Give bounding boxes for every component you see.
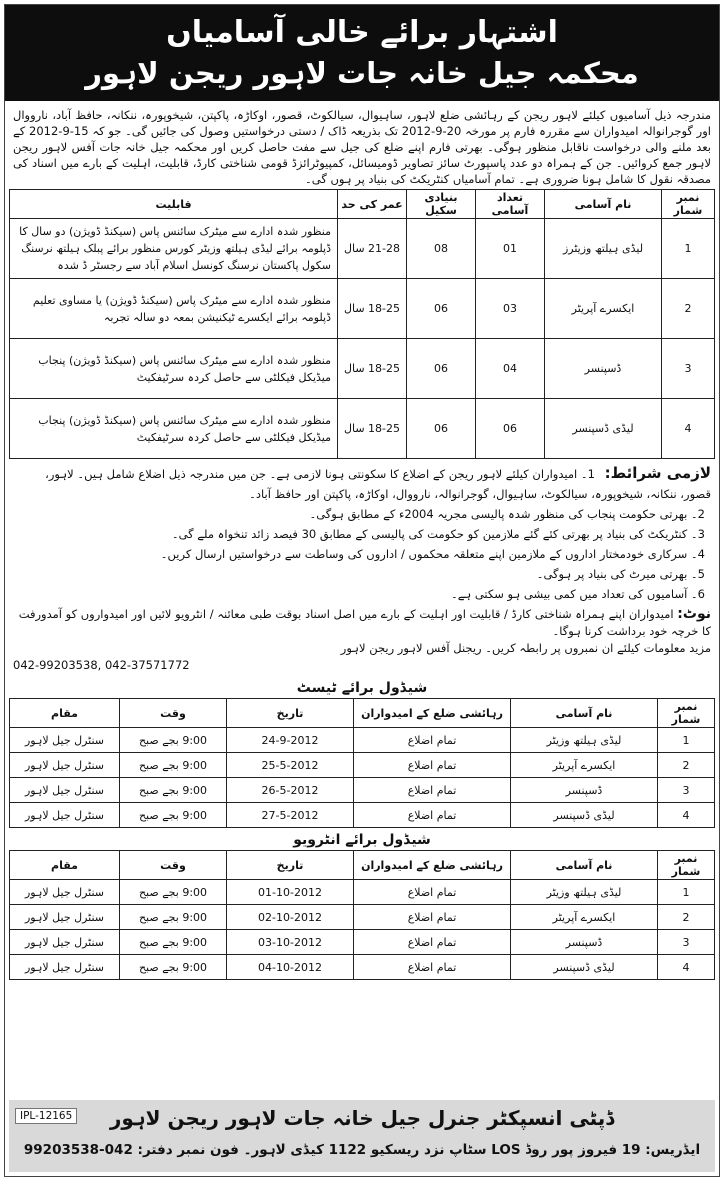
- row-date: 27-5-2012: [227, 803, 354, 828]
- header-banner: [5, 5, 719, 101]
- condition-item: 4۔ سرکاری خودمختار اداروں کے ملازمین اپنے متعلقہ محکموں / اداروں کی وساطت سے درخواستیں ارسال کریں۔: [160, 547, 705, 561]
- row-no: 2: [658, 905, 715, 930]
- row-time: 9:00 بجے صبح: [120, 905, 227, 930]
- row-post: لیڈی ہیلتھ وزیٹر: [511, 880, 658, 905]
- row-district: تمام اضلاع: [354, 728, 511, 753]
- row-district: تمام اضلاع: [354, 880, 511, 905]
- row-no: 4: [658, 955, 715, 980]
- col-header-scale: بنیادی سکیل: [407, 190, 476, 219]
- col-header-post: نام آسامی: [545, 190, 662, 219]
- row-no: 1: [658, 728, 715, 753]
- condition-item: 5۔ بھرتی میرٹ کی بنیاد پر ہوگی۔: [536, 567, 705, 581]
- advertisement-page: [4, 4, 720, 1177]
- row-count: 06: [476, 399, 545, 459]
- row-venue: سنٹرل جیل لاہور: [10, 930, 120, 955]
- row-count: 01: [476, 219, 545, 279]
- row-qualification: منظور شدہ ادارے سے میٹرک سائنس پاس (سیکنڈ ڈویژن) پنجاب میڈیکل فیکلٹی سے حاصل کردہ سرٹیفکیٹ: [10, 399, 338, 459]
- row-no: 3: [658, 778, 715, 803]
- row-scale: 06: [407, 399, 476, 459]
- row-no: 1: [658, 880, 715, 905]
- row-district: تمام اضلاع: [354, 905, 511, 930]
- table-row: [10, 930, 715, 955]
- row-date: 01-10-2012: [227, 880, 354, 905]
- row-district: تمام اضلاع: [354, 803, 511, 828]
- row-post: لیڈی ڈسپنسر: [511, 955, 658, 980]
- row-no: 2: [662, 279, 715, 339]
- col-header-post: نام آسامی: [511, 851, 658, 880]
- row-district: تمام اضلاع: [354, 753, 511, 778]
- row-post: ڈسپنسر: [511, 778, 658, 803]
- banner-title: اشتہار برائے خالی آسامیاں: [166, 15, 558, 50]
- row-time: 9:00 بجے صبح: [120, 930, 227, 955]
- row-date: 26-5-2012: [227, 778, 354, 803]
- row-post: لیڈی ہیلتھ وزیٹر: [511, 728, 658, 753]
- row-post: ایکسرے آپریٹر: [545, 279, 662, 339]
- table-row: [10, 803, 715, 828]
- more-info-text: مزید معلومات کیلئے ان نمبروں پر رابطہ کریں۔ ریجنل آفس لاہور ریجن لاہور: [340, 641, 711, 655]
- footer-block: [9, 1100, 715, 1172]
- row-post: لیڈی ڈسپنسر: [511, 803, 658, 828]
- row-date: 02-10-2012: [227, 905, 354, 930]
- intro-paragraph: مندرجہ ذیل آسامیوں کیلئے لاہور ریجن کے رہائشی ضلع لاہور، ساہیوال، سیالکوٹ، قصور، اوکاڑہ، پاکپتن، شیخوپورہ، ننکانہ، حافظ آباد، نارووال اور گوجرانوالہ امیدواران سے مقررہ فارم پر مورخہ 20-9-2012 تک بذریعہ ڈاک / دستی درخواستیں وصول کی جائیں گی۔ جو کہ 15-9-2012 کے بعد ملنے والی درخواست ناقابل منظور ہوگی۔ بھرتی فارم اپنے ضلع کی جیل سے مفت حاصل کریں اور محکمہ جیل خانہ جات آفس لاہور ریجن لاہور جمع کروائیں۔ جن کے ہمراہ دو عدد پاسپورٹ سائز تصاویر ڈومیسائل، کمپیوٹرائزڈ قومی شناختی کارڈ، قابلیت، اہلیت کے بارے میں اسناد کی مصدقہ نقول کا شامل ہونا ضروری ہے۔ تمام آسامیاں کنٹریکٹ کی بنیاد پر ہوں گی۔: [13, 108, 711, 186]
- row-age: 21-28 سال: [338, 219, 407, 279]
- row-age: 18-25 سال: [338, 339, 407, 399]
- row-scale: 06: [407, 279, 476, 339]
- col-header-qualification: قابلیت: [10, 190, 338, 219]
- table-row: [10, 279, 715, 339]
- row-no: 4: [658, 803, 715, 828]
- row-post: ڈسپنسر: [511, 930, 658, 955]
- row-post: لیڈی ڈسپنسر: [545, 399, 662, 459]
- row-district: تمام اضلاع: [354, 955, 511, 980]
- test-schedule-table: [9, 698, 715, 828]
- note-text: امیدواران اپنے ہمراہ شناختی کارڈ / قابلیت اور اہلیت کے بارے میں اصل اسناد بوقت طبی معائنہ / انٹرویو لائیں اور امیدواروں کو آمدورفت کا خرچہ خود برداشت کرنا ہوگا۔: [18, 607, 711, 638]
- row-date: 24-9-2012: [227, 728, 354, 753]
- row-venue: سنٹرل جیل لاہور: [10, 880, 120, 905]
- row-post: ڈسپنسر: [545, 339, 662, 399]
- col-header-age: عمر کی حد: [338, 190, 407, 219]
- contact-phones: 042-99203538, 042-37571772: [13, 658, 190, 672]
- row-count: 04: [476, 339, 545, 399]
- row-qualification: منظور شدہ ادارے سے میٹرک سائنس پاس (سیکنڈ ڈویژن) پنجاب میڈیکل فیکلٹی سے حاصل کردہ سرٹیفکیٹ: [10, 339, 338, 399]
- col-header-no: نمبر شمار: [658, 699, 715, 728]
- condition-item: 3۔ کنٹریکٹ کی بنیاد پر بھرتی کئے گئے ملازمین کو حکومت کی پالیسی کے مطابق 30 فیصد زائد تنخواہ ملے گی۔: [171, 527, 705, 541]
- table-row: [10, 905, 715, 930]
- table-row: [10, 728, 715, 753]
- table-row: [10, 955, 715, 980]
- table-row: [10, 219, 715, 279]
- row-venue: سنٹرل جیل لاہور: [10, 753, 120, 778]
- col-header-post: نام آسامی: [511, 699, 658, 728]
- row-age: 18-25 سال: [338, 279, 407, 339]
- row-venue: سنٹرل جیل لاہور: [10, 905, 120, 930]
- row-district: تمام اضلاع: [354, 930, 511, 955]
- col-header-venue: مقام: [10, 699, 120, 728]
- col-header-district: رہائشی ضلع کے امیدواران: [354, 699, 511, 728]
- row-no: 3: [662, 339, 715, 399]
- row-date: 03-10-2012: [227, 930, 354, 955]
- col-header-no: نمبر شمار: [658, 851, 715, 880]
- row-no: 3: [658, 930, 715, 955]
- row-time: 9:00 بجے صبح: [120, 778, 227, 803]
- test-schedule-title: شیڈول برائے ٹیسٹ: [296, 680, 428, 696]
- footer-title: ڈپٹی انسپکٹر جنرل جیل خانہ جات لاہور ریجن لاہور: [109, 1106, 615, 1130]
- row-post: لیڈی ہیلتھ وزیٹرز: [545, 219, 662, 279]
- col-header-date: تاریخ: [227, 851, 354, 880]
- row-venue: سنٹرل جیل لاہور: [10, 728, 120, 753]
- row-time: 9:00 بجے صبح: [120, 753, 227, 778]
- row-scale: 06: [407, 339, 476, 399]
- interview-schedule-title: شیڈول برائے انٹرویو: [293, 832, 431, 848]
- row-venue: سنٹرل جیل لاہور: [10, 803, 120, 828]
- col-header-no: نمبر شمار: [662, 190, 715, 219]
- banner-department: محکمہ جیل خانہ جات لاہور ریجن لاہور: [85, 56, 639, 90]
- row-district: تمام اضلاع: [354, 778, 511, 803]
- row-post: ایکسرے آپریٹر: [511, 905, 658, 930]
- row-date: 04-10-2012: [227, 955, 354, 980]
- row-post: ایکسرے آپریٹر: [511, 753, 658, 778]
- table-row: [10, 778, 715, 803]
- row-qualification: منظور شدہ ادارے سے میٹرک سائنس پاس (سیکنڈ ڈویژن) دو سال کا ڈپلومہ برائے لیڈی ہیلتھ وزیٹر کورس منظور برائے پبلک ہیلتھ نرسنگ سکول پاکستان نرسنگ کونسل اسلام آباد سے رجسٹر ڈ شدہ: [10, 219, 338, 279]
- row-no: 1: [662, 219, 715, 279]
- row-time: 9:00 بجے صبح: [120, 955, 227, 980]
- col-header-date: تاریخ: [227, 699, 354, 728]
- condition-item: 6۔ آسامیوں کی تعداد میں کمی بیشی ہو سکتی ہے۔: [450, 587, 705, 601]
- posts-table: [9, 189, 715, 459]
- row-date: 25-5-2012: [227, 753, 354, 778]
- row-no: 2: [658, 753, 715, 778]
- row-venue: سنٹرل جیل لاہور: [10, 955, 120, 980]
- col-header-time: وقت: [120, 699, 227, 728]
- ipl-code: IPL-12165: [15, 1108, 77, 1124]
- row-count: 03: [476, 279, 545, 339]
- footer-address: ایڈریس: 19 فیروز پور روڈ LOS سٹاپ نزد ریسکیو 1122 کیڈی لاہور۔ فون نمبر دفتر: 042-99203538: [23, 1142, 701, 1158]
- mandatory-conditions: [5, 459, 719, 604]
- condition-item: 2۔ بھرتی حکومت پنجاب کی منظور شدہ پالیسی مجریہ 2004ء کے مطابق ہوگی۔: [309, 507, 705, 521]
- row-time: 9:00 بجے صبح: [120, 803, 227, 828]
- table-row: [10, 339, 715, 399]
- row-qualification: منظور شدہ ادارے سے میٹرک پاس (سیکنڈ ڈویژن) یا مساوی تعلیم ڈپلومہ برائے ایکسرے ٹیکنیشن بمعہ دو سالہ تجربہ: [10, 279, 338, 339]
- condition-item: 1۔ امیدواران کیلئے لاہور ریجن کے اضلاع کا سکونتی ہونا لازمی ہے۔ جن میں مندرجہ ذیل اضلاع شامل ہیں۔ لاہور، قصور، ننکانہ، شیخوپورہ، سیالکوٹ، ساہیوال، گوجرانوالہ، نارووال، اوکاڑہ، پاکپتن اور حافظ آباد۔: [45, 467, 711, 501]
- col-header-venue: مقام: [10, 851, 120, 880]
- col-header-district: رہائشی ضلع کے امیدواران: [354, 851, 511, 880]
- col-header-count: تعداد آسامی: [476, 190, 545, 219]
- row-no: 4: [662, 399, 715, 459]
- row-venue: سنٹرل جیل لاہور: [10, 778, 120, 803]
- row-time: 9:00 بجے صبح: [120, 728, 227, 753]
- interview-schedule-table: [9, 850, 715, 980]
- conditions-label: لازمی شرائط:: [604, 464, 711, 482]
- note-section: [5, 604, 719, 676]
- row-time: 9:00 بجے صبح: [120, 880, 227, 905]
- row-age: 18-25 سال: [338, 399, 407, 459]
- col-header-time: وقت: [120, 851, 227, 880]
- note-label: نوٹ:: [677, 606, 711, 622]
- row-scale: 08: [407, 219, 476, 279]
- table-row: [10, 753, 715, 778]
- table-row: [10, 399, 715, 459]
- table-row: [10, 880, 715, 905]
